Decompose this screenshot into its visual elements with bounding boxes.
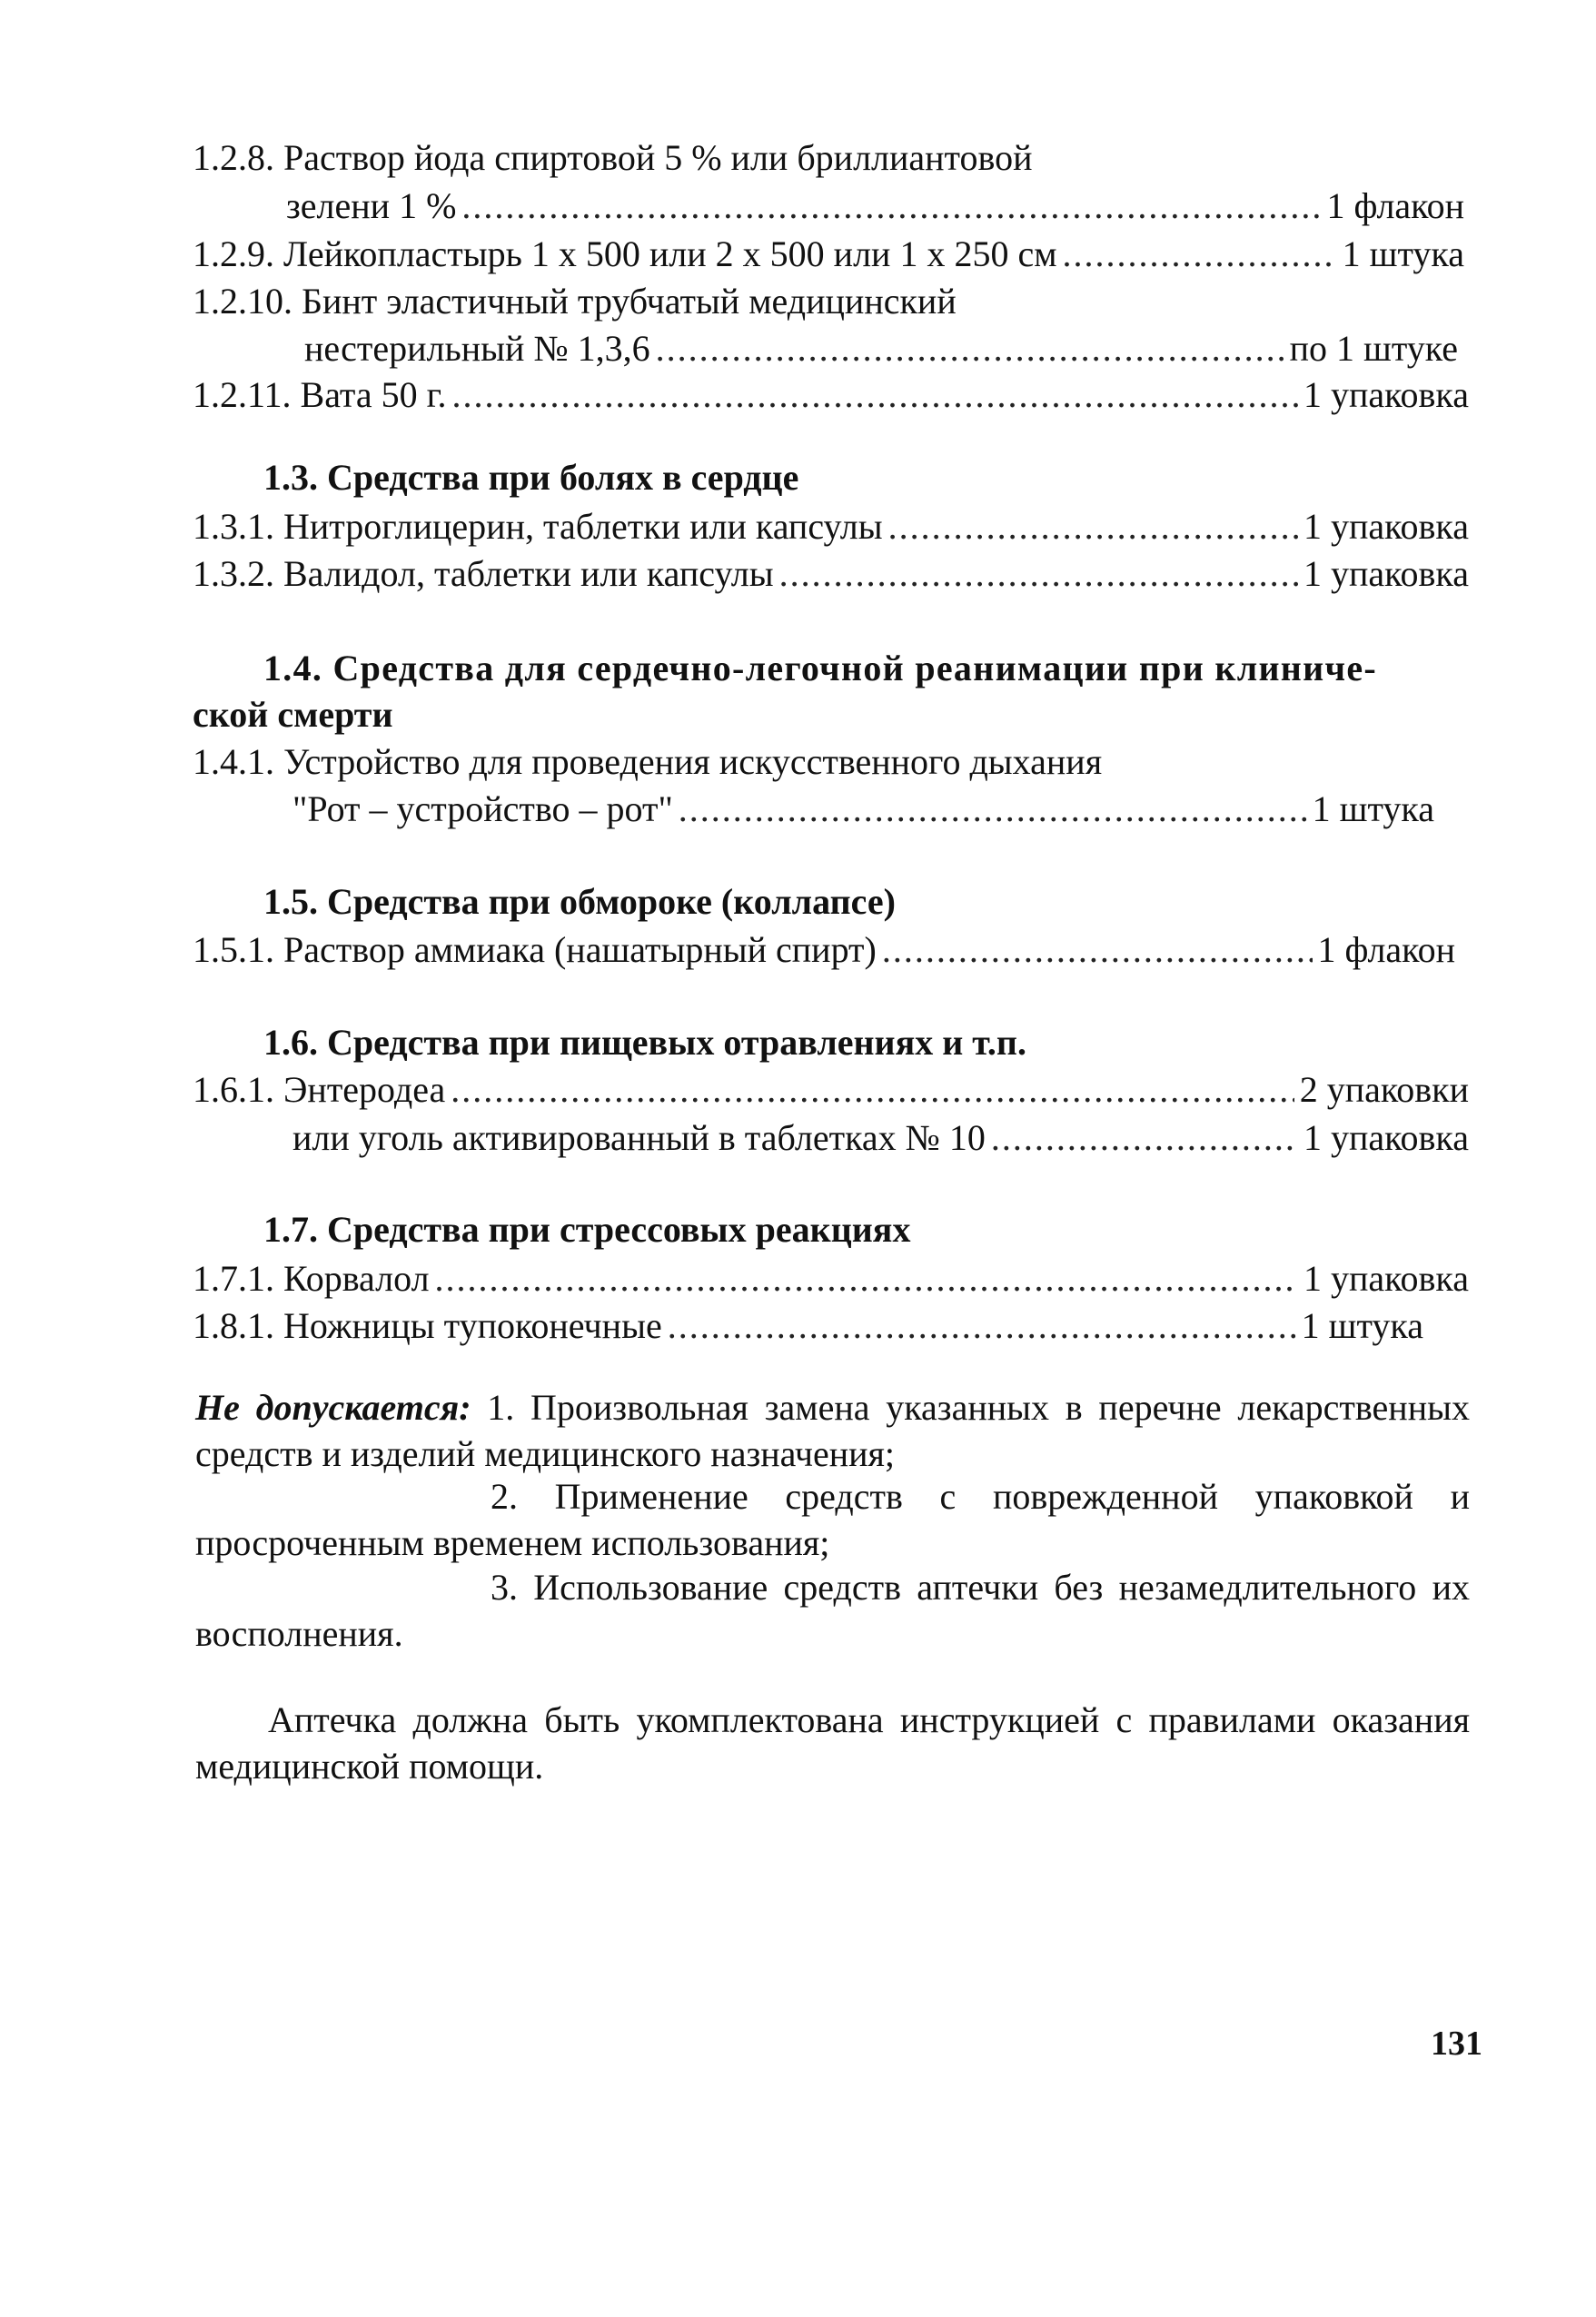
item-quantity: 1 штука — [1342, 233, 1464, 274]
leader-dots — [991, 1116, 1298, 1160]
leader-dots — [679, 787, 1307, 831]
item-quantity: 1 упаковка — [1303, 506, 1469, 547]
restriction-paragraph-3: 3. Использование средств аптечки без незамедлительного их восполнения. — [195, 1567, 1470, 1654]
kit-note: Аптечка должна быть укомплектована инструкцией с правилами оказания медицинской помощи. — [195, 1699, 1470, 1787]
item-number: 1.7.1. — [193, 1258, 274, 1299]
leader-dots — [461, 184, 1321, 228]
item-1-6-1-alternative — [292, 1116, 1469, 1162]
item-number: 1.6.1. — [193, 1069, 274, 1110]
item-name: Раствор йода спиртовой 5 % или бриллиантовой — [283, 137, 1033, 178]
item-quantity: 1 упаковка — [1303, 553, 1469, 594]
item-quantity: 1 упаковка — [1303, 374, 1469, 415]
item-quantity: 1 упаковка — [1303, 1258, 1469, 1299]
item-1-6-1 — [193, 1068, 1469, 1114]
item-number: 1.2.8. — [193, 137, 274, 178]
item-number: 1.2.10. — [193, 281, 292, 322]
item-1-3-1 — [193, 505, 1469, 550]
item-number: 1.8.1. — [193, 1305, 274, 1346]
item-quantity: 2 упаковки — [1299, 1069, 1469, 1110]
leader-dots — [451, 1068, 1294, 1112]
restriction-lead: Не допускается: — [195, 1387, 471, 1428]
item-number: 1.3.2. — [193, 553, 274, 594]
leader-dots — [656, 327, 1284, 371]
item-name: Бинт эластичный трубчатый медицинский — [302, 281, 957, 322]
section-heading-1-5: 1.5. Средства при обмороке (коллапсе) — [263, 881, 896, 922]
leader-dots — [435, 1257, 1298, 1301]
leader-dots — [1063, 233, 1337, 276]
item-label — [193, 233, 1057, 276]
item-label — [193, 1304, 662, 1348]
item-name: Раствор аммиака (нашатырный спирт) — [283, 929, 877, 970]
item-1-4-1-line-1 — [193, 740, 1464, 786]
leader-dots — [668, 1304, 1296, 1348]
item-number: 1.2.9. — [193, 233, 274, 274]
item-alt-name: или уголь активированный в таблетках № 10 — [292, 1117, 986, 1158]
item-name-cont: нестерильный № 1,3,6 — [304, 328, 650, 369]
item-label — [193, 373, 447, 417]
item-name: Ножницы тупоконечные — [283, 1305, 662, 1346]
restriction-item-1: 1. Произвольная замена указанных в перечне лекарственных средств и изделий медицинского назначения; — [195, 1387, 1470, 1474]
item-quantity: 1 штука — [1301, 1305, 1423, 1346]
section-heading-1-4-line-1: 1.4. Средства для сердечно-легочной реанимации при клиниче- — [263, 648, 1378, 688]
item-1-8-1 — [193, 1304, 1423, 1350]
item-label — [193, 1068, 445, 1112]
leader-dots — [888, 505, 1298, 549]
item-1-2-10-line-2 — [304, 327, 1458, 372]
item-1-2-8-line-2 — [286, 184, 1464, 230]
leader-dots — [882, 928, 1313, 972]
item-alt-quantity: 1 упаковка — [1303, 1117, 1469, 1158]
item-number: 1.4.1. — [193, 741, 274, 782]
item-number: 1.3.1. — [193, 506, 274, 547]
item-1-3-2 — [193, 552, 1469, 598]
item-number: 1.2.11. — [193, 374, 292, 415]
item-quantity: 1 флакон — [1326, 185, 1464, 226]
restriction-paragraph-1 — [195, 1384, 1470, 1477]
item-name: Корвалол — [283, 1258, 430, 1299]
item-label — [193, 552, 774, 596]
item-1-2-8-line-1 — [193, 136, 1464, 182]
item-name: Нитроглицерин, таблетки или капсулы — [283, 506, 883, 547]
page-number: 131 — [1431, 2025, 1482, 2063]
item-name-cont: "Рот – устройство – рот" — [292, 788, 673, 829]
item-name: Лейкопластырь 1 х 500 или 2 х 500 или 1 х 250 см — [283, 233, 1057, 274]
restriction-paragraph-2: 2. Применение средств с поврежденной упаковкой и просроченным временем использования; — [195, 1476, 1470, 1563]
item-quantity: по 1 штуке — [1289, 328, 1458, 369]
item-quantity: 1 флакон — [1317, 929, 1455, 970]
item-name: Валидол, таблетки или капсулы — [283, 553, 774, 594]
section-heading-1-3: 1.3. Средства при болях в сердце — [263, 457, 799, 498]
item-1-5-1 — [193, 928, 1455, 974]
item-quantity: 1 штука — [1312, 788, 1434, 829]
item-label — [193, 505, 883, 549]
item-name: Устройство для проведения искусственного дыхания — [283, 741, 1103, 782]
item-name-cont: зелени 1 % — [286, 185, 457, 226]
item-1-2-10-line-1 — [193, 280, 1464, 325]
item-1-7-1 — [193, 1257, 1469, 1302]
section-heading-1-6: 1.6. Средства при пищевых отравлениях и т.п. — [263, 1022, 1026, 1063]
item-name: Вата 50 г. — [300, 374, 447, 415]
leader-dots — [779, 552, 1298, 596]
item-1-2-11 — [193, 373, 1469, 419]
item-label — [193, 1257, 430, 1301]
leader-dots — [452, 373, 1298, 417]
item-number: 1.5.1. — [193, 929, 274, 970]
item-1-2-9 — [193, 233, 1464, 278]
item-1-4-1-line-2 — [292, 787, 1434, 833]
item-label — [193, 928, 877, 972]
section-heading-1-7: 1.7. Средства при стрессовых реакциях — [263, 1209, 911, 1250]
item-name: Энтеродеа — [283, 1069, 446, 1110]
section-heading-1-4-line-2: ской смерти — [193, 694, 393, 735]
